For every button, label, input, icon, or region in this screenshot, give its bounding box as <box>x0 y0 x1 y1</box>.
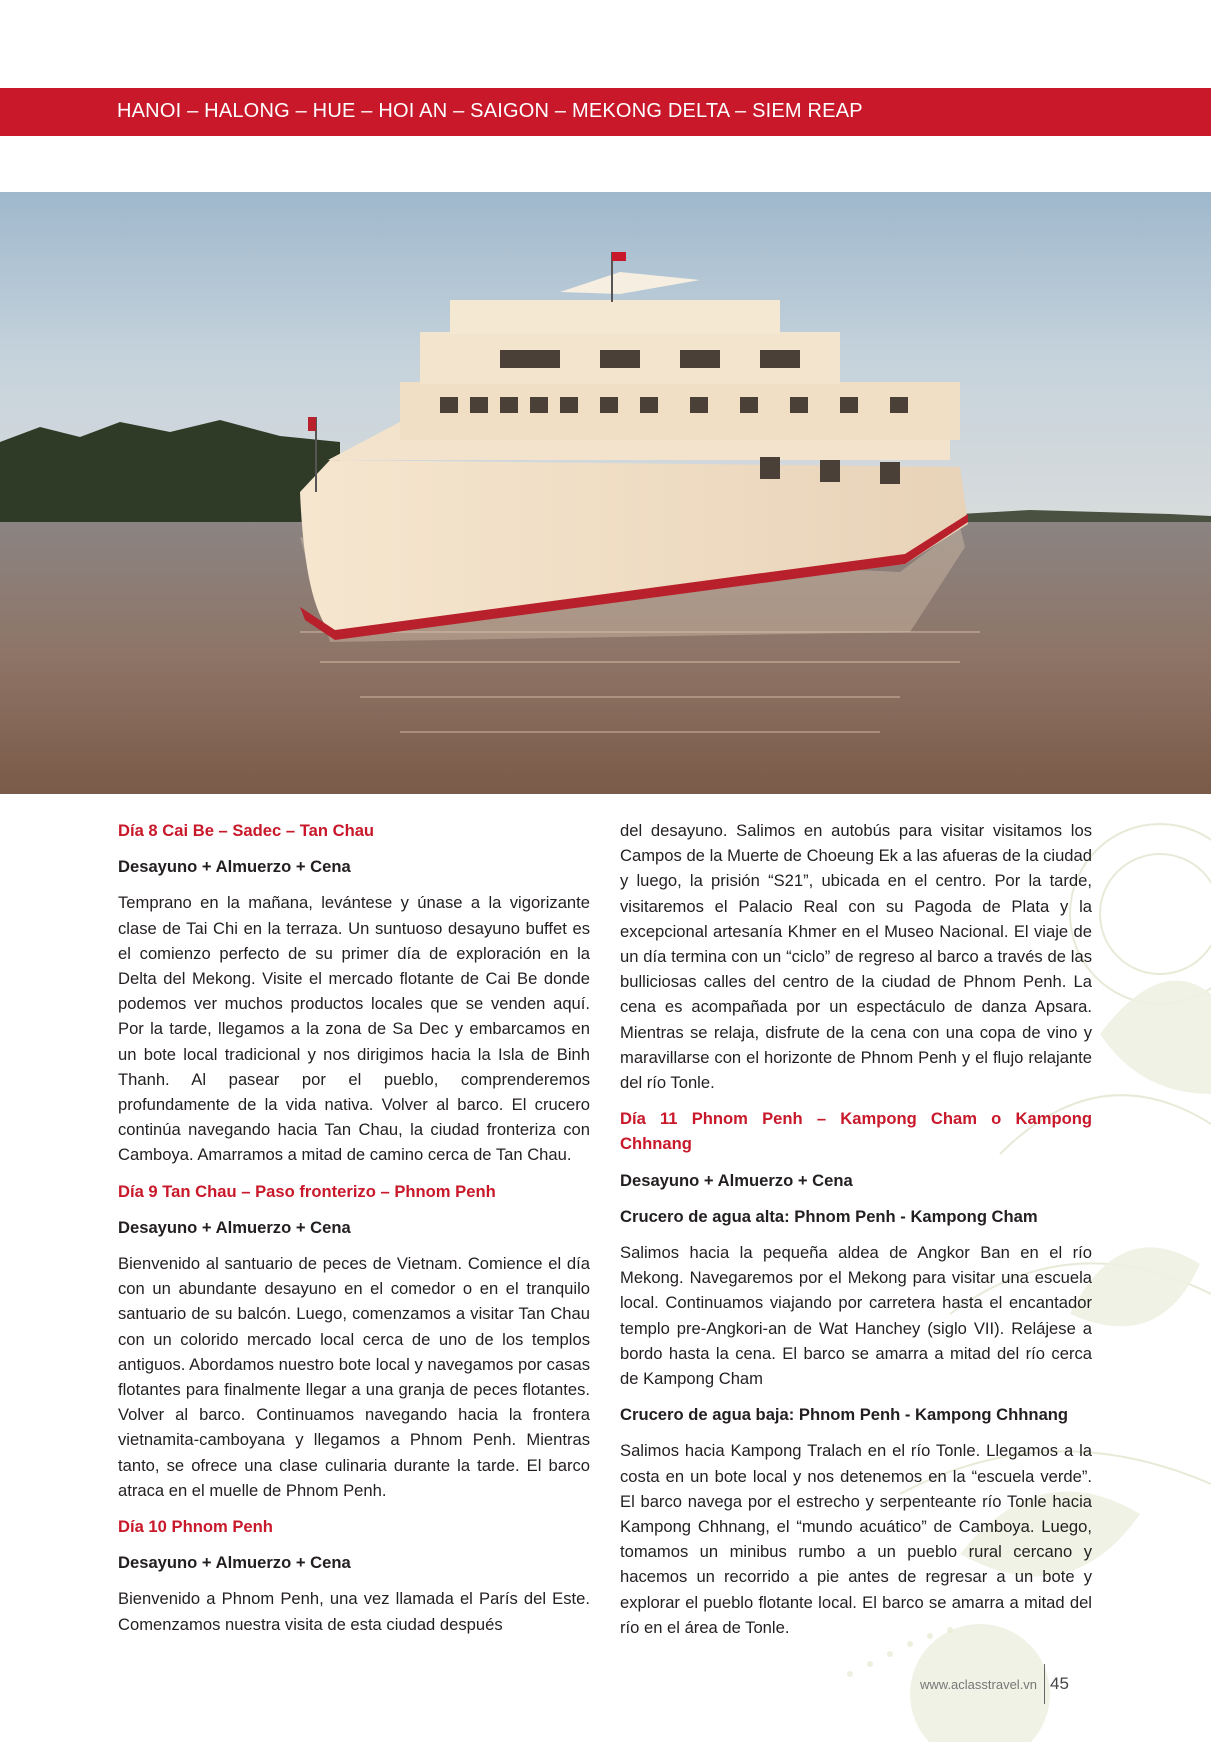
cruise-ship-illustration <box>0 192 1211 794</box>
day-8-meals: Desayuno + Almuerzo + Cena <box>118 857 351 877</box>
footer-divider <box>1044 1664 1045 1704</box>
day-11-title: Día 11 Phnom Penh – Kampong Cham o Kampong Chhnang <box>620 1109 1092 1154</box>
low-water-cruise-title: Crucero de agua baja: Phnom Penh - Kampong Chhnang <box>620 1405 1069 1425</box>
cruise-ship-photo <box>0 192 1211 794</box>
itinerary-title: HANOI – HALONG – HUE – HOI AN – SAIGON – MEKONG DELTA – SIEM REAP <box>117 100 863 122</box>
right-column <box>620 818 1092 1651</box>
page-footer <box>920 1670 1069 1698</box>
day-8-body: Temprano en la mañana, levántese y únase a la vigorizante clase de Tai Chi en la terraza. Un suntuoso desayuno buffet es el comienzo perfecto de su primer día de exploración en la Delta del Mekong. Visite el mercado flotante de Cai Be donde podemos ver muchos productos locales que se venden aquí. Por la tarde, llegamos a la zona de Sa Dec y embarcamos en un bote local tradicional y nos dirigimos hacia la Isla de Binh Thanh. Al pasear por el pueblo, comprenderemos profundamente de la vida nativa. Volver al barco. El crucero continúa navegando hacia Tan Chau, la ciudad fronteriza con Camboya. Amarramos a mitad de camino cerca de Tan Chau. <box>118 893 590 1165</box>
day-9-body: Bienvenido al santuario de peces de Vietnam. Comience el día con un abundante desayuno en el comedor o en el tranquilo santuario de su balcón. Luego, comenzamos a visitar Tan Chau con un colorido mercado local cerca de uno de los templos antiguos. Abordamos nuestro bote local y navegamos por casas flotantes para finalmente llegar a una granja de peces flotantes. Volver al barco. Continuamos navegando hacia la frontera vietnamita-camboyana y llegamos a Phnom Penh. Mientras tanto, se ofrece una clase culinaria durante la tarde. El barco atraca en el muelle de Phnom Penh. <box>118 1254 590 1500</box>
day-9-meals: Desayuno + Almuerzo + Cena <box>118 1217 351 1237</box>
high-water-cruise-title: Crucero de agua alta: Phnom Penh - Kampong Cham <box>620 1206 1038 1226</box>
day-10-title: Día 10 Phnom Penh <box>118 1517 273 1537</box>
day-10-body-continued: del desayuno. Salimos en autobús para visitar visitamos los Campos de la Muerte de Choeung Ek a las afueras de la ciudad y luego, la prisión “S21”, ubicada en el centro. Por la tarde, visitaremos el Palacio Real con su Pagoda de Plata y la excepcional artesanía Khmer en el Museo Nacional. El viaje de un día termina con un “ciclo” de regreso al barco a través de las bulliciosas calles del centro de la ciudad de Phnom Penh. La cena es acompañada por un espectáculo de danza Apsara. Mientras se relaja, disfrute de la cena con una copa de vino y maravillarse con el horizonte de Phnom Penh y el flujo relajante del río Tonle. <box>620 821 1092 1093</box>
page-number: 45 <box>1050 1674 1069 1693</box>
website-url[interactable]: www.aclasstravel.vn <box>920 1676 1038 1692</box>
left-column <box>118 818 590 1648</box>
low-water-cruise-body: Salimos hacia Kampong Tralach en el río Tonle. Llegamos a la costa en un bote local y nos detenemos en la “escuela verde”. El barco navega por el estrecho y serpenteante río Tonle hacia Kampong Chhnang, el “mundo acuático” de Camboya. Luego, tomamos un minibus rumbo a un pueblo rural cercano y hacemos un recorrido a pie antes de regresar a un bote y explorar el pueblo flotante local. El barco se amarra a mitad del río en el área de Tonle. <box>620 1441 1092 1637</box>
day-9-title: Día 9 Tan Chau – Paso fronterizo – Phnom Penh <box>118 1181 496 1201</box>
day-10-body: Bienvenido a Phnom Penh, una vez llamada el París del Este. Comenzamos nuestra visita de esta ciudad después <box>118 1589 590 1634</box>
day-8-title: Día 8 Cai Be – Sadec – Tan Chau <box>118 821 375 840</box>
header-banner <box>0 88 1211 136</box>
day-11-meals: Desayuno + Almuerzo + Cena <box>620 1170 853 1190</box>
high-water-cruise-body: Salimos hacia la pequeña aldea de Angkor Ban en el río Mekong. Navegaremos por el Mekong para visitar una escuela local. Continuamos viajando por carretera hasta el encantador templo pre-Angkori-an de Wat Hanchey (siglo VII). Relájese a bordo hasta la cena. El barco se amarra a mitad del río cerca de Kampong Cham <box>620 1243 1092 1389</box>
day-10-meals: Desayuno + Almuerzo + Cena <box>118 1553 351 1573</box>
